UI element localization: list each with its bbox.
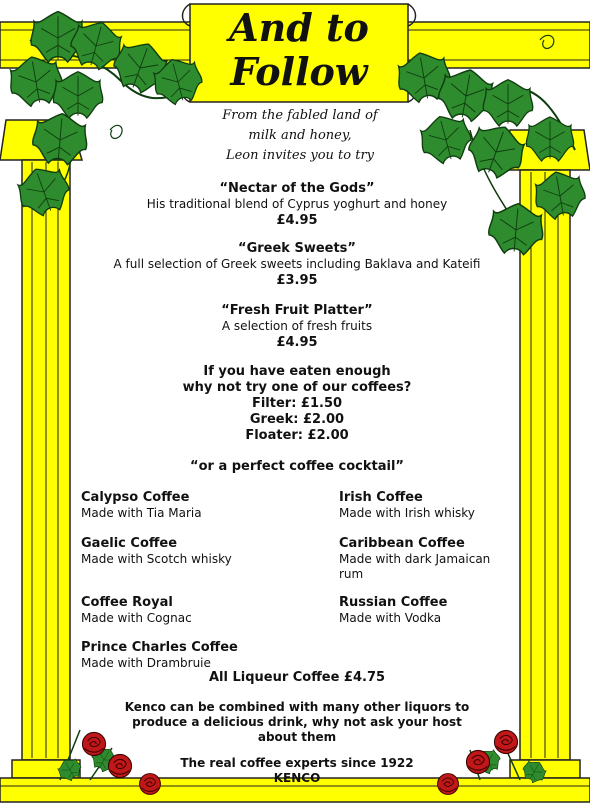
cocktail-name: Irish Coffee bbox=[339, 490, 423, 505]
dessert-desc: His traditional blend of Cyprus yoghurt and honey bbox=[146, 197, 448, 211]
kenco-note bbox=[90, 700, 504, 745]
cocktail-desc: rum bbox=[339, 567, 364, 581]
cocktail-name: Prince Charles Coffee bbox=[81, 640, 238, 655]
dessert-item-fruit-platter bbox=[90, 302, 504, 351]
kenco-brand: KENCO bbox=[273, 771, 321, 785]
cocktail-heading: “or a perfect coffee cocktail” bbox=[190, 459, 404, 474]
menu-title bbox=[190, 6, 408, 104]
cocktail-name: Coffee Royal bbox=[81, 595, 173, 610]
dessert-price: £3.95 bbox=[276, 273, 318, 288]
dessert-price: £4.95 bbox=[276, 213, 318, 228]
title-line-1: And to bbox=[229, 5, 369, 50]
intro-text bbox=[180, 106, 420, 166]
cocktail-item bbox=[81, 595, 281, 626]
dessert-name: “Nectar of the Gods” bbox=[219, 181, 375, 196]
dessert-price: £4.95 bbox=[276, 335, 318, 350]
dessert-desc: A full selection of Greek sweets including Baklava and Kateifi bbox=[113, 257, 481, 271]
dessert-name: “Fresh Fruit Platter” bbox=[221, 303, 373, 318]
tagline-line: The real coffee experts since 1922 bbox=[180, 756, 414, 770]
cocktail-desc: Made with Scotch whisky bbox=[81, 552, 232, 566]
cocktail-item bbox=[339, 595, 539, 626]
coffee-price-filter: Filter: £1.50 bbox=[251, 396, 343, 411]
cocktail-desc: Made with dark Jamaican bbox=[339, 552, 491, 566]
dessert-item-greek-sweets bbox=[90, 240, 504, 289]
title-line-2: Follow bbox=[230, 49, 368, 94]
cocktail-desc: Made with Vodka bbox=[339, 611, 442, 625]
coffee-section bbox=[90, 364, 504, 444]
cocktail-name: Gaelic Coffee bbox=[81, 536, 178, 551]
cocktail-desc: Made with Cognac bbox=[81, 611, 192, 625]
coffee-question-line: why not try one of our coffees? bbox=[182, 380, 412, 395]
dessert-name: “Greek Sweets” bbox=[238, 241, 356, 256]
cocktail-item bbox=[81, 490, 281, 521]
kenco-tagline bbox=[90, 756, 504, 786]
kenco-note-line: produce a delicious drink, why not ask your host bbox=[132, 715, 462, 729]
cocktail-desc: Made with Irish whisky bbox=[339, 506, 475, 520]
coffee-price-floater: Floater: £2.00 bbox=[245, 428, 349, 443]
intro-line: milk and honey, bbox=[248, 128, 352, 143]
cocktail-item bbox=[339, 490, 539, 521]
cocktail-name: Russian Coffee bbox=[339, 595, 448, 610]
intro-line: From the fabled land of bbox=[222, 108, 378, 123]
cocktail-name: Caribbean Coffee bbox=[339, 536, 465, 551]
cocktail-item bbox=[339, 536, 539, 582]
liqueur-coffee-price: All Liqueur Coffee £4.75 bbox=[208, 670, 386, 685]
cocktail-desc: Made with Tia Maria bbox=[81, 506, 202, 520]
cocktail-item bbox=[81, 536, 281, 567]
dessert-desc: A selection of fresh fruits bbox=[221, 319, 373, 333]
cocktail-name: Calypso Coffee bbox=[81, 490, 190, 505]
left-column bbox=[0, 120, 82, 778]
coffee-price-greek: Greek: £2.00 bbox=[249, 412, 345, 427]
cocktail-desc: Made with Drambruie bbox=[81, 656, 211, 670]
coffee-question-line: If you have eaten enough bbox=[203, 364, 391, 379]
dessert-item-nectar bbox=[90, 180, 504, 229]
kenco-note-line: Kenco can be combined with many other liquors to bbox=[124, 700, 470, 714]
kenco-note-line: about them bbox=[257, 730, 337, 744]
cocktail-item bbox=[81, 640, 281, 671]
intro-line: Leon invites you to try bbox=[225, 148, 375, 163]
